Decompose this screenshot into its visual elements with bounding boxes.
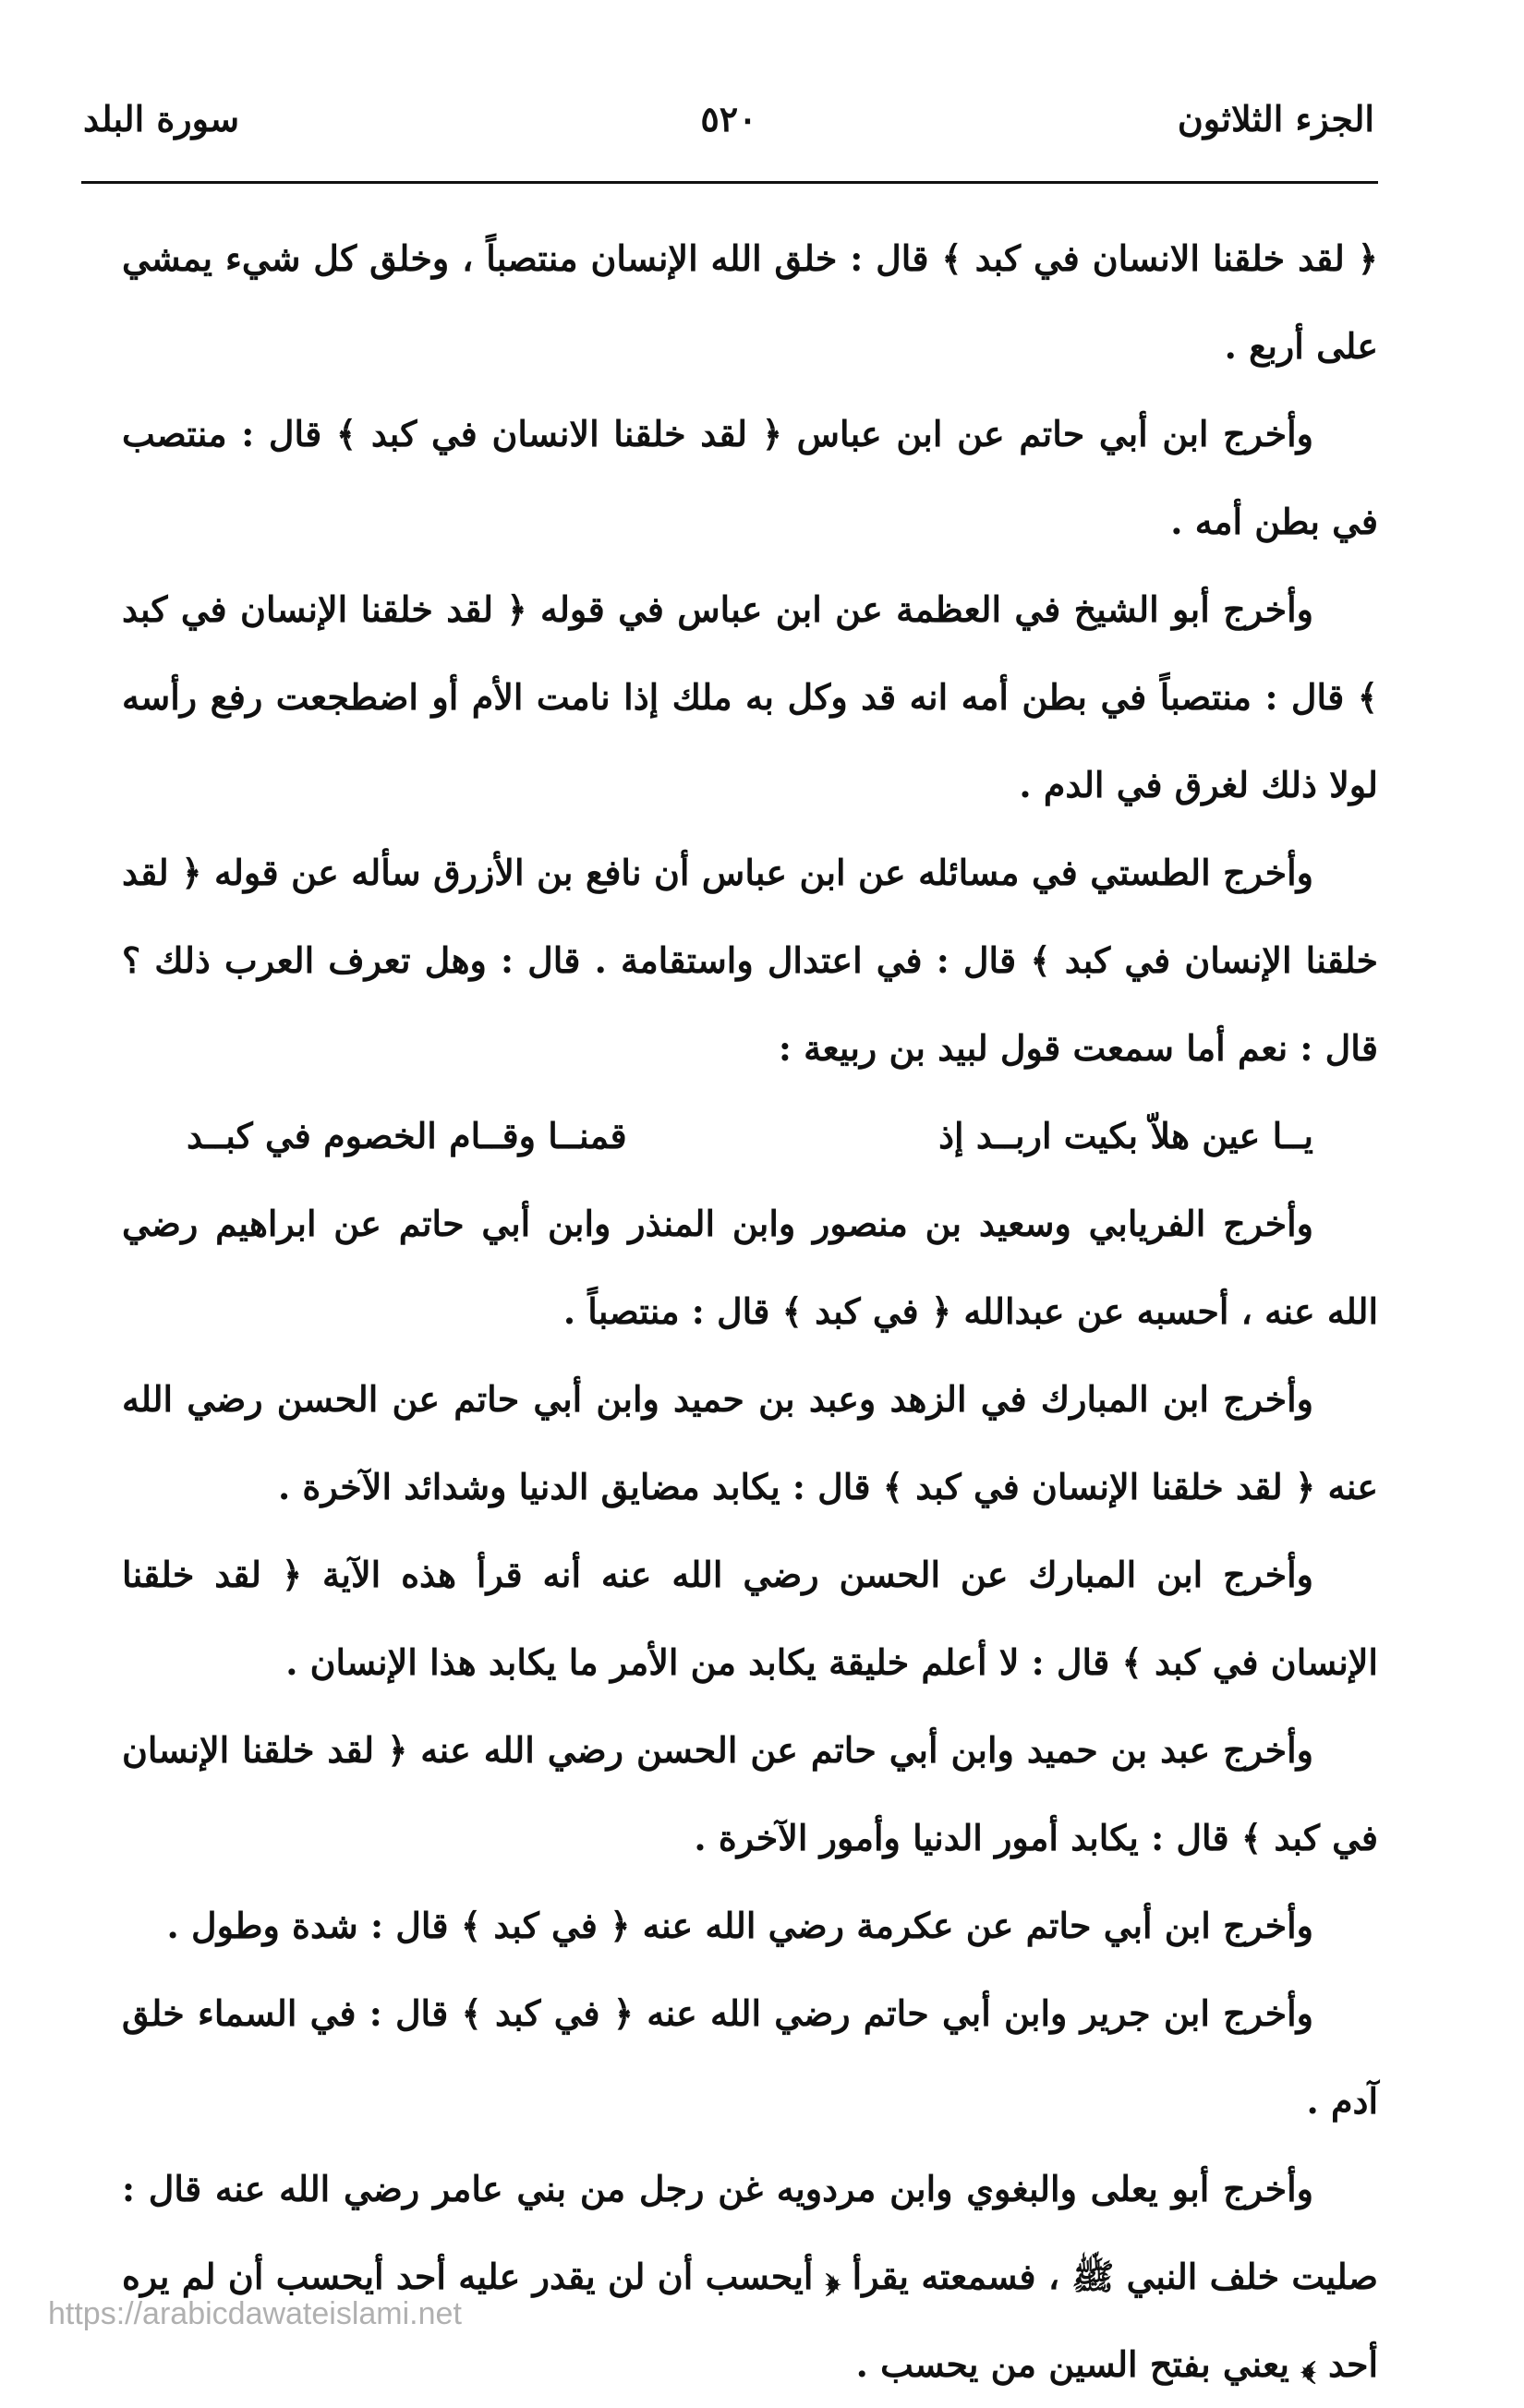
paragraph: وأخرج أبو الشيخ في العظمة عن ابن عباس في قوله ﴿ لقد خلقنا الإنسان في كبد ﴾ قال : منتصباً في بطن أمه انه قد وكل به ملك إذا نامت الأم أو اضطجعت رفع رأسه لولا ذلك لغرق في الدم . — [122, 588, 1378, 805]
verse-first-hemistich: يــا عين هلاّ بكيت اربــد إذ — [938, 1115, 1313, 1156]
main-text — [122, 214, 1378, 2408]
paragraph: وأخرج ابن المبارك عن الحسن رضي الله عنه أنه قرأ هذه الآية ﴿ لقد خلقنا الإنسان في كبد ﴾ قال : لا أعلم خليقة يكابد من الأمر ما يكابد هذا الإنسان . — [122, 1554, 1378, 1683]
watermark-url: https://arabicdawateislami.net — [48, 2296, 462, 2331]
poetry-verse — [122, 1092, 1378, 1180]
paragraph: وأخرج ابن أبي حاتم عن عكرمة رضي الله عنه ﴿ في كبد ﴾ قال : شدة وطول . — [166, 1905, 1313, 1946]
paragraph: وأخرج ابن أبي حاتم عن ابن عباس ﴿ لقد خلقنا الانسان في كبد ﴾ قال : منتصب في بطن أمه . — [122, 413, 1378, 542]
verse-second-hemistich: قمنــا وقــام الخصوم في كبــد — [187, 1115, 627, 1156]
paragraph: وأخرج أبو يعلى والبغوي وابن مردويه غن رجل من بني عامر رضي الله عنه قال : صليت خلف النبي ﷺ ، فسمعته يقرأ ﴿ أيحسب أن لن يقدر عليه أحد أيحسب أن لم يره أحد ﴾ يعني بفتح السين من يحسب . — [122, 2168, 1378, 2385]
paragraph: وأخرج الفريابي وسعيد بن منصور وابن المنذر وابن أبي حاتم عن ابراهيم رضي الله عنه ، أحسبه عن عبدالله ﴿ في كبد ﴾ قال : منتصباً . — [122, 1203, 1378, 1332]
header-divider — [81, 181, 1378, 184]
page-header — [83, 89, 1374, 153]
paragraph: ﴿ لقد خلقنا الانسان في كبد ﴾ قال : خلق الله الإنسان منتصباً ، وخلق كل شيء يمشي على أربع . — [122, 237, 1378, 367]
paragraph: وأخرج ابن المبارك في الزهد وعبد بن حميد وابن أبي حاتم عن الحسن رضي الله عنه ﴿ لقد خلقنا الإنسان في كبد ﴾ قال : يكابد مضايق الدنيا وشدائد الآخرة . — [122, 1378, 1378, 1507]
surah-label: سورة البلد — [83, 98, 240, 139]
paragraph: وأخرج الطستي في مسائله عن ابن عباس أن نافع بن الأزرق سأله عن قوله ﴿ لقد خلقنا الإنسان في كبد ﴾ قال : في اعتدال واستقامة . قال : وهل تعرف العرب ذلك ؟ قال : نعم أما سمعت قول لبيد بن ربيعة : — [122, 852, 1378, 1069]
paragraph: وأخرج عبد بن حميد وابن أبي حاتم عن الحسن رضي الله عنه ﴿ لقد خلقنا الإنسان في كبد ﴾ قال : يكابد أمور الدنيا وأمور الآخرة . — [122, 1729, 1378, 1858]
page-number: ٥٢٠ — [700, 98, 757, 139]
paragraph: وأخرج ابن جرير وابن أبي حاتم رضي الله عنه ﴿ في كبد ﴾ قال : في السماء خلق آدم . — [122, 1992, 1378, 2122]
part-label: الجزء الثلاثون — [1177, 98, 1374, 139]
